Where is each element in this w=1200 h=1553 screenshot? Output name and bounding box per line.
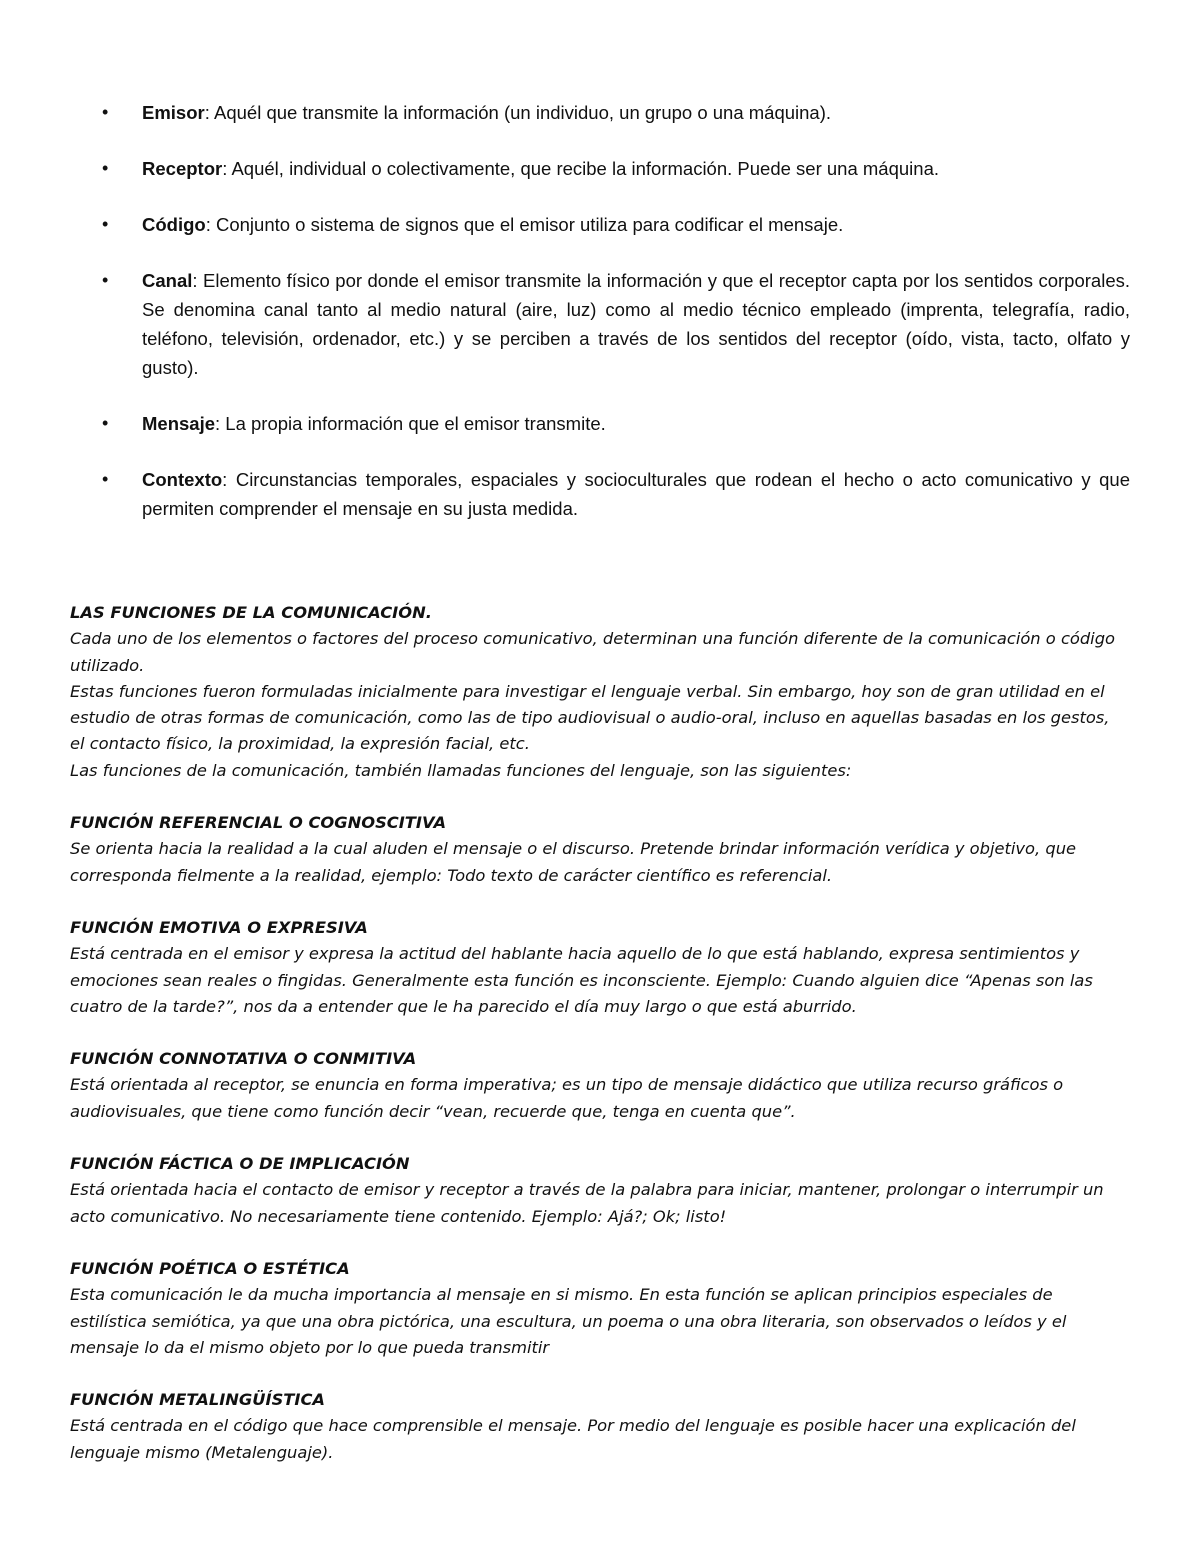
- definition-receptor: Aquél, individual o colectivamente, que recibe la información. Puede ser una máquina.: [231, 158, 940, 179]
- definition-codigo: Conjunto o sistema de signos que el emisor utiliza para codificar el mensaje.: [215, 214, 844, 235]
- list-item-receptor: [100, 154, 1130, 183]
- function-heading: FUNCIÓN POÉTICA O ESTÉTICA: [70, 1258, 350, 1278]
- list-item-codigo: [100, 210, 1130, 239]
- term-canal: Canal: [142, 270, 193, 291]
- term-contexto: Contexto: [142, 469, 223, 490]
- intro-paragraph: Estas funciones fueron formuladas inicialmente para investigar el lenguaje verbal. Sin embargo, hoy son de gran utilidad en el estudio de otras formas de comunicación, como las de tipo audiovisual o audio-oral, incluso en aquellas basadas en los gestos, el contacto físico, la proximidad, la expresión facial, etc.: [70, 681, 1110, 754]
- function-connotativa: [70, 1046, 1128, 1125]
- term-mensaje: Mensaje: [142, 413, 216, 434]
- list-item-contexto: [100, 465, 1130, 523]
- function-description: Se orienta hacia la realidad a la cual aluden el mensaje o el discurso. Pretende brindar información verídica y objetivo, que corresponda fielmente a la realidad, ejemplo: Todo texto de carácter científico es referencial.: [70, 839, 1077, 885]
- term-separator: :: [222, 469, 236, 490]
- intro-paragraph: Las funciones de la comunicación, también llamadas funciones del lenguaje, son las siguientes:: [70, 760, 852, 780]
- definition-canal: Elemento físico por donde el emisor transmite la información y que el receptor capta por los sentidos corporales. Se denomina canal tanto al medio natural (aire, luz) como al medio técnico empleado (imprenta, telegrafía, radio, teléfono, televisión, ordenador, etc.) y se perciben a través de los sentidos del receptor (oído, vista, tacto, olfato y gusto).: [142, 270, 1131, 378]
- function-heading: FUNCIÓN REFERENCIAL O COGNOSCITIVA: [70, 813, 447, 833]
- list-item-canal: [100, 266, 1130, 382]
- list-item-emisor: [100, 98, 1130, 127]
- term-codigo: Código: [142, 214, 206, 235]
- bullet-icon: •: [102, 413, 109, 433]
- function-description: Está centrada en el emisor y expresa la actitud del hablante hacia aquello de lo que está hablando, expresa sentimientos y emociones sean reales o fingidas. Generalmente esta función es inconsciente. Ejemplo: Cuando alguien dice “Apenas son las cuatro de la tarde?”, nos da a entender que le ha parecido el día muy largo o que está aburrido.: [70, 944, 1093, 1016]
- function-description: Está orientada al receptor, se enuncia en forma imperativa; es un tipo de mensaje didáctico que utiliza recurso gráficos o audiovisuales, que tiene como función decir “vean, recuerde que, tenga en cuenta que”.: [70, 1075, 1064, 1121]
- bullet-icon: •: [102, 214, 109, 234]
- function-heading: FUNCIÓN METALINGÜÍSTICA: [70, 1390, 326, 1410]
- definition-contexto: Circunstancias temporales, espaciales y socioculturales que rodean el hecho o acto comunicativo y que permiten comprender el mensaje en su justa medida.: [142, 469, 1130, 519]
- list-item-mensaje: [100, 409, 1130, 438]
- term-receptor: Receptor: [142, 158, 223, 179]
- term-separator: :: [192, 270, 204, 291]
- term-separator: :: [205, 214, 216, 235]
- definition-emisor: Aquél que transmite la información (un individuo, un grupo o una máquina).: [213, 102, 832, 123]
- term-separator: :: [204, 102, 214, 123]
- function-heading: FUNCIÓN CONNOTATIVA O CONMITIVA: [70, 1049, 417, 1069]
- function-description: Está centrada en el código que hace comprensible el mensaje. Por medio del lenguaje es posible hacer una explicación del lenguaje mismo (Metalenguaje).: [70, 1416, 1076, 1462]
- function-metalinguistica: [70, 1387, 1128, 1466]
- function-poetica: [70, 1256, 1128, 1361]
- term-separator: :: [215, 413, 226, 434]
- intro-paragraph: Cada uno de los elementos o factores del proceso comunicativo, determinan una función diferente de la comunicación o código utilizado.: [70, 629, 1116, 675]
- function-description: Está orientada hacia el contacto de emisor y receptor a través de la palabra para iniciar, mantener, prolongar o interrumpir un acto comunicativo. No necesariamente tiene contenido. Ejemplo: Ajá?; Ok; listo!: [70, 1180, 1104, 1226]
- bullet-icon: •: [102, 158, 109, 178]
- function-factica: [70, 1151, 1128, 1230]
- definition-mensaje: La propia información que el emisor transmite.: [225, 413, 606, 434]
- function-referencial: [70, 810, 1128, 889]
- function-description: Esta comunicación le da mucha importancia al mensaje en si mismo. En esta función se aplican principios especiales de estilística semiótica, ya que una obra pictórica, una escultura, un poema o una obra literaria, son observados o leídos y el mensaje lo da el mismo objeto por lo que pueda transmitir: [70, 1285, 1067, 1357]
- functions-intro: [70, 600, 1128, 784]
- functions-section: [70, 600, 1128, 1492]
- term-separator: :: [222, 158, 232, 179]
- function-heading: FUNCIÓN EMOTIVA O EXPRESIVA: [70, 917, 368, 937]
- function-heading: FUNCIÓN FÁCTICA O DE IMPLICACIÓN: [70, 1154, 410, 1174]
- term-emisor: Emisor: [142, 102, 205, 123]
- bullet-icon: •: [102, 270, 109, 290]
- section-title: LAS FUNCIONES DE LA COMUNICACIÓN.: [70, 603, 432, 622]
- function-emotiva: [70, 915, 1128, 1020]
- bullet-icon: •: [102, 469, 109, 489]
- communication-elements-list: [100, 98, 1130, 550]
- bullet-icon: •: [102, 102, 109, 122]
